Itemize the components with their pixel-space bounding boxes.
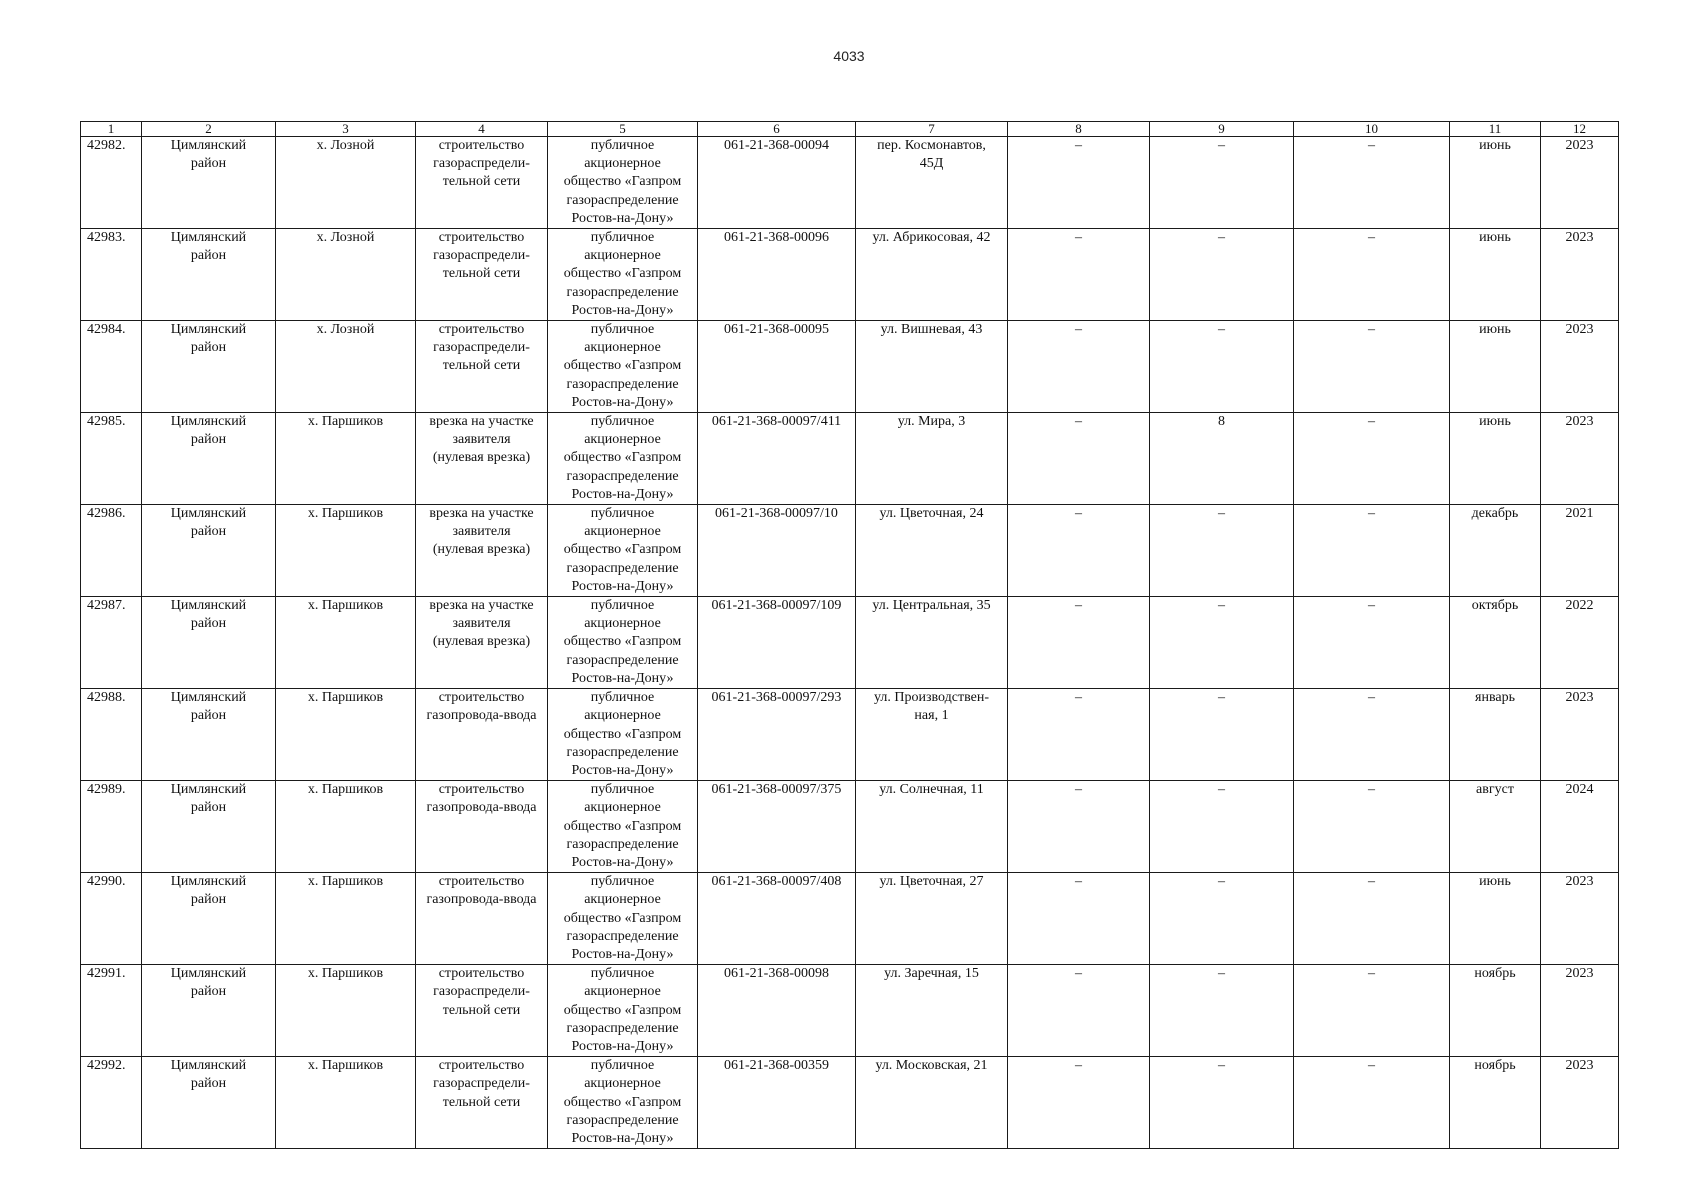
locality-cell: х. Паршиков	[276, 873, 416, 965]
year-cell: 2023	[1541, 137, 1619, 229]
work-type-cell	[416, 965, 548, 1057]
work-type-cell-line: тельной сети	[442, 1002, 521, 1018]
district-cell-line: Цимлянский	[170, 690, 247, 706]
locality-cell: х. Паршиков	[276, 505, 416, 597]
record-number: 42991.	[81, 965, 142, 1057]
organization-cell-line: публичное	[590, 322, 655, 338]
district-cell-line: Цимлянский	[170, 874, 247, 890]
work-type-cell-line: заявителя	[452, 432, 511, 448]
organization-cell-line: газораспределение	[566, 376, 679, 392]
column-header: 4	[416, 122, 548, 137]
column-header: 12	[1541, 122, 1619, 137]
work-type-cell	[416, 873, 548, 965]
organization-cell	[548, 1057, 698, 1149]
organization-cell-line: Ростов-на-Дону»	[571, 302, 674, 318]
month-cell: июнь	[1450, 229, 1541, 321]
column-8-cell: –	[1008, 689, 1150, 781]
column-9-cell: –	[1150, 597, 1294, 689]
organization-cell	[548, 689, 698, 781]
district-cell-line: Цимлянский	[170, 782, 247, 798]
address-cell-line: ул. Абрикосовая, 42	[872, 230, 991, 246]
district-cell	[142, 137, 276, 229]
column-9-cell: –	[1150, 321, 1294, 413]
organization-cell-line: акционерное	[584, 248, 661, 264]
code-cell: 061-21-368-00097/411	[698, 413, 856, 505]
year-cell: 2023	[1541, 873, 1619, 965]
year-cell: 2023	[1541, 321, 1619, 413]
address-cell	[856, 689, 1008, 781]
district-cell	[142, 689, 276, 781]
column-9-cell: –	[1150, 1057, 1294, 1149]
organization-cell-line: газораспределение	[566, 652, 679, 668]
work-type-cell-line: строительство	[438, 230, 525, 246]
address-cell-line: ул. Центральная, 35	[872, 598, 991, 614]
organization-cell-line: Ростов-на-Дону»	[571, 1130, 674, 1146]
district-cell	[142, 321, 276, 413]
table-row	[81, 873, 1619, 965]
organization-cell-line: газораспределение	[566, 284, 679, 300]
work-type-cell-line: тельной сети	[442, 266, 521, 282]
address-cell-line: ул. Мира, 3	[897, 414, 966, 430]
column-10-cell: –	[1294, 413, 1450, 505]
column-8-cell: –	[1008, 137, 1150, 229]
work-type-cell-line: тельной сети	[442, 174, 521, 190]
district-cell-line: район	[190, 800, 227, 816]
organization-cell-line: Ростов-на-Дону»	[571, 946, 674, 962]
organization-cell	[548, 413, 698, 505]
organization-cell-line: общество «Газпром	[563, 634, 682, 650]
column-10-cell: –	[1294, 321, 1450, 413]
work-type-cell-line: газопровода-ввода	[426, 708, 537, 724]
work-type-cell-line: тельной сети	[442, 1094, 521, 1110]
code-cell: 061-21-368-00097/109	[698, 597, 856, 689]
address-cell-line: ул. Цветочная, 24	[879, 506, 984, 522]
column-9-cell: 8	[1150, 413, 1294, 505]
locality-cell: х. Паршиков	[276, 413, 416, 505]
organization-cell-line: акционерное	[584, 432, 661, 448]
address-cell-line: ная, 1	[914, 708, 949, 724]
organization-cell-line: акционерное	[584, 800, 661, 816]
organization-cell	[548, 137, 698, 229]
organization-cell-line: общество «Газпром	[563, 542, 682, 558]
address-cell-line: пер. Космонавтов,	[877, 138, 986, 153]
organization-cell-line: публичное	[590, 414, 655, 430]
column-10-cell: –	[1294, 965, 1450, 1057]
code-cell: 061-21-368-00095	[698, 321, 856, 413]
code-cell: 061-21-368-00097/375	[698, 781, 856, 873]
table-row	[81, 689, 1619, 781]
organization-cell	[548, 321, 698, 413]
month-cell: ноябрь	[1450, 1057, 1541, 1149]
work-type-cell-line: газораспредели-	[433, 984, 530, 1000]
year-cell: 2023	[1541, 229, 1619, 321]
district-cell-line: Цимлянский	[170, 138, 247, 153]
work-type-cell	[416, 137, 548, 229]
work-type-cell-line: тельной сети	[442, 358, 521, 374]
organization-cell-line: акционерное	[584, 156, 661, 172]
column-header: 1	[81, 122, 142, 137]
table-row	[81, 229, 1619, 321]
address-cell-line: ул. Заречная, 15	[884, 966, 979, 982]
organization-cell-line: общество «Газпром	[563, 450, 682, 466]
address-cell	[856, 229, 1008, 321]
organization-cell-line: публичное	[590, 230, 655, 246]
column-header: 3	[276, 122, 416, 137]
organization-cell	[548, 873, 698, 965]
locality-cell: х. Паршиков	[276, 1057, 416, 1149]
table-row	[81, 413, 1619, 505]
work-type-cell-line: врезка на участке	[429, 414, 534, 430]
column-8-cell: –	[1008, 505, 1150, 597]
work-type-cell	[416, 597, 548, 689]
column-9-cell: –	[1150, 137, 1294, 229]
locality-cell: х. Лозной	[276, 137, 416, 229]
record-number: 42982.	[81, 137, 142, 229]
district-cell-line: Цимлянский	[170, 506, 247, 522]
locality-cell: х. Паршиков	[276, 781, 416, 873]
work-type-cell-line: строительство	[438, 138, 525, 153]
month-cell: август	[1450, 781, 1541, 873]
district-cell	[142, 781, 276, 873]
column-10-cell: –	[1294, 781, 1450, 873]
locality-cell: х. Паршиков	[276, 689, 416, 781]
column-8-cell: –	[1008, 413, 1150, 505]
locality-cell: х. Паршиков	[276, 597, 416, 689]
year-cell: 2023	[1541, 965, 1619, 1057]
address-cell-line: ул. Производствен-	[874, 690, 989, 706]
work-type-cell-line: заявителя	[452, 524, 511, 540]
record-number: 42984.	[81, 321, 142, 413]
column-number-row	[81, 122, 1619, 137]
district-cell	[142, 413, 276, 505]
district-cell	[142, 873, 276, 965]
column-9-cell: –	[1150, 229, 1294, 321]
work-type-cell-line: газопровода-ввода	[426, 800, 537, 816]
work-type-cell	[416, 781, 548, 873]
column-8-cell: –	[1008, 965, 1150, 1057]
district-cell-line: Цимлянский	[170, 598, 247, 614]
record-number: 42985.	[81, 413, 142, 505]
address-cell	[856, 505, 1008, 597]
organization-cell-line: публичное	[590, 782, 655, 798]
organization-cell-line: Ростов-на-Дону»	[571, 854, 674, 870]
organization-cell-line: общество «Газпром	[563, 358, 682, 374]
organization-cell	[548, 965, 698, 1057]
organization-cell-line: газораспределение	[566, 928, 679, 944]
table-row	[81, 137, 1619, 229]
year-cell: 2023	[1541, 689, 1619, 781]
column-9-cell: –	[1150, 689, 1294, 781]
column-header: 9	[1150, 122, 1294, 137]
column-header: 7	[856, 122, 1008, 137]
district-cell-line: район	[190, 708, 227, 724]
month-cell: октябрь	[1450, 597, 1541, 689]
locality-cell: х. Лозной	[276, 321, 416, 413]
organization-cell-line: Ростов-на-Дону»	[571, 1038, 674, 1054]
organization-cell	[548, 781, 698, 873]
organization-cell-line: публичное	[590, 690, 655, 706]
table-row	[81, 965, 1619, 1057]
organization-cell	[548, 505, 698, 597]
year-cell: 2021	[1541, 505, 1619, 597]
address-cell	[856, 965, 1008, 1057]
column-8-cell: –	[1008, 873, 1150, 965]
organization-cell-line: акционерное	[584, 524, 661, 540]
work-type-cell-line: (нулевая врезка)	[432, 634, 531, 650]
code-cell: 061-21-368-00097/293	[698, 689, 856, 781]
locality-cell: х. Лозной	[276, 229, 416, 321]
organization-cell-line: публичное	[590, 138, 655, 153]
district-cell-line: район	[190, 156, 227, 172]
organization-cell	[548, 597, 698, 689]
organization-cell-line: акционерное	[584, 340, 661, 356]
year-cell: 2024	[1541, 781, 1619, 873]
work-type-cell	[416, 505, 548, 597]
organization-cell-line: Ростов-на-Дону»	[571, 486, 674, 502]
column-10-cell: –	[1294, 1057, 1450, 1149]
organization-cell-line: акционерное	[584, 708, 661, 724]
district-cell-line: район	[190, 892, 227, 908]
district-cell	[142, 229, 276, 321]
organization-cell-line: общество «Газпром	[563, 266, 682, 282]
district-cell-line: район	[190, 984, 227, 1000]
work-type-cell	[416, 689, 548, 781]
work-type-cell	[416, 1057, 548, 1149]
record-number: 42986.	[81, 505, 142, 597]
district-cell-line: Цимлянский	[170, 414, 247, 430]
address-cell-line: ул. Вишневая, 43	[880, 322, 983, 338]
column-8-cell: –	[1008, 321, 1150, 413]
year-cell: 2023	[1541, 1057, 1619, 1149]
month-cell: ноябрь	[1450, 965, 1541, 1057]
organization-cell-line: акционерное	[584, 1076, 661, 1092]
column-9-cell: –	[1150, 505, 1294, 597]
organization-cell-line: публичное	[590, 966, 655, 982]
district-cell-line: Цимлянский	[170, 322, 247, 338]
work-type-cell-line: газораспредели-	[433, 1076, 530, 1092]
organization-cell-line: газораспределение	[566, 836, 679, 852]
record-number: 42988.	[81, 689, 142, 781]
organization-cell-line: Ростов-на-Дону»	[571, 762, 674, 778]
column-header: 11	[1450, 122, 1541, 137]
year-cell: 2023	[1541, 413, 1619, 505]
column-10-cell: –	[1294, 137, 1450, 229]
year-cell: 2022	[1541, 597, 1619, 689]
address-cell-line: ул. Московская, 21	[875, 1058, 988, 1074]
column-header: 6	[698, 122, 856, 137]
district-cell-line: Цимлянский	[170, 230, 247, 246]
organization-cell-line: Ростов-на-Дону»	[571, 394, 674, 410]
registry-table	[80, 121, 1619, 1149]
column-8-cell: –	[1008, 1057, 1150, 1149]
address-cell-line: ул. Солнечная, 11	[879, 782, 984, 798]
work-type-cell-line: заявителя	[452, 616, 511, 632]
work-type-cell-line: (нулевая врезка)	[432, 542, 531, 558]
organization-cell-line: газораспределение	[566, 560, 679, 576]
organization-cell-line: общество «Газпром	[563, 174, 682, 190]
work-type-cell-line: газораспредели-	[433, 248, 530, 264]
page-number: 4033	[833, 48, 865, 64]
work-type-cell-line: газораспредели-	[433, 340, 530, 356]
organization-cell-line: публичное	[590, 1058, 655, 1074]
organization-cell-line: публичное	[590, 598, 655, 614]
code-cell: 061-21-368-00359	[698, 1057, 856, 1149]
month-cell: июнь	[1450, 413, 1541, 505]
work-type-cell-line: строительство	[438, 966, 525, 982]
address-cell	[856, 1057, 1008, 1149]
record-number: 42983.	[81, 229, 142, 321]
district-cell-line: район	[190, 248, 227, 264]
organization-cell-line: акционерное	[584, 892, 661, 908]
table-row	[81, 505, 1619, 597]
code-cell: 061-21-368-00097/10	[698, 505, 856, 597]
column-10-cell: –	[1294, 229, 1450, 321]
address-cell	[856, 321, 1008, 413]
column-10-cell: –	[1294, 873, 1450, 965]
record-number: 42987.	[81, 597, 142, 689]
address-cell	[856, 597, 1008, 689]
organization-cell-line: Ростов-на-Дону»	[571, 670, 674, 686]
column-header: 10	[1294, 122, 1450, 137]
district-cell	[142, 597, 276, 689]
address-cell	[856, 781, 1008, 873]
table-row	[81, 597, 1619, 689]
work-type-cell-line: газораспредели-	[433, 156, 530, 172]
work-type-cell-line: строительство	[438, 782, 525, 798]
code-cell: 061-21-368-00096	[698, 229, 856, 321]
record-number: 42990.	[81, 873, 142, 965]
table-row	[81, 1057, 1619, 1149]
column-8-cell: –	[1008, 597, 1150, 689]
organization-cell-line: общество «Газпром	[563, 726, 682, 742]
address-cell-line: 45Д	[919, 156, 944, 172]
district-cell-line: район	[190, 616, 227, 632]
work-type-cell-line: (нулевая врезка)	[432, 450, 531, 466]
address-cell-line: ул. Цветочная, 27	[879, 874, 984, 890]
district-cell-line: Цимлянский	[170, 1058, 247, 1074]
organization-cell-line: Ростов-на-Дону»	[571, 210, 674, 226]
month-cell: июнь	[1450, 137, 1541, 229]
column-8-cell: –	[1008, 781, 1150, 873]
organization-cell-line: общество «Газпром	[563, 1002, 682, 1018]
month-cell: декабрь	[1450, 505, 1541, 597]
table-row	[81, 781, 1619, 873]
organization-cell-line: Ростов-на-Дону»	[571, 578, 674, 594]
work-type-cell	[416, 321, 548, 413]
column-9-cell: –	[1150, 873, 1294, 965]
organization-cell-line: акционерное	[584, 984, 661, 1000]
work-type-cell-line: строительство	[438, 874, 525, 890]
column-10-cell: –	[1294, 597, 1450, 689]
district-cell-line: район	[190, 432, 227, 448]
column-10-cell: –	[1294, 505, 1450, 597]
organization-cell-line: общество «Газпром	[563, 910, 682, 926]
district-cell	[142, 1057, 276, 1149]
organization-cell-line: газораспределение	[566, 1112, 679, 1128]
organization-cell-line: газораспределение	[566, 1020, 679, 1036]
code-cell: 061-21-368-00098	[698, 965, 856, 1057]
work-type-cell-line: врезка на участке	[429, 598, 534, 614]
organization-cell-line: общество «Газпром	[563, 818, 682, 834]
work-type-cell	[416, 413, 548, 505]
month-cell: июнь	[1450, 321, 1541, 413]
district-cell-line: Цимлянский	[170, 966, 247, 982]
organization-cell-line: газораспределение	[566, 744, 679, 760]
record-number: 42992.	[81, 1057, 142, 1149]
column-8-cell: –	[1008, 229, 1150, 321]
code-cell: 061-21-368-00094	[698, 137, 856, 229]
organization-cell-line: газораспределение	[566, 192, 679, 208]
organization-cell-line: публичное	[590, 874, 655, 890]
code-cell: 061-21-368-00097/408	[698, 873, 856, 965]
address-cell	[856, 873, 1008, 965]
organization-cell	[548, 229, 698, 321]
registry-body	[81, 137, 1619, 1149]
work-type-cell-line: строительство	[438, 322, 525, 338]
column-9-cell: –	[1150, 781, 1294, 873]
work-type-cell-line: газопровода-ввода	[426, 892, 537, 908]
district-cell	[142, 505, 276, 597]
column-header: 8	[1008, 122, 1150, 137]
organization-cell-line: газораспределение	[566, 468, 679, 484]
column-header: 2	[142, 122, 276, 137]
organization-cell-line: публичное	[590, 506, 655, 522]
district-cell-line: район	[190, 1076, 227, 1092]
month-cell: июнь	[1450, 873, 1541, 965]
address-cell	[856, 413, 1008, 505]
work-type-cell-line: врезка на участке	[429, 506, 534, 522]
district-cell-line: район	[190, 524, 227, 540]
record-number: 42989.	[81, 781, 142, 873]
column-9-cell: –	[1150, 965, 1294, 1057]
locality-cell: х. Паршиков	[276, 965, 416, 1057]
address-cell	[856, 137, 1008, 229]
district-cell-line: район	[190, 340, 227, 356]
table-row	[81, 321, 1619, 413]
column-header: 5	[548, 122, 698, 137]
month-cell: январь	[1450, 689, 1541, 781]
work-type-cell-line: строительство	[438, 1058, 525, 1074]
district-cell	[142, 965, 276, 1057]
organization-cell-line: акционерное	[584, 616, 661, 632]
work-type-cell	[416, 229, 548, 321]
work-type-cell-line: строительство	[438, 690, 525, 706]
column-10-cell: –	[1294, 689, 1450, 781]
organization-cell-line: общество «Газпром	[563, 1094, 682, 1110]
